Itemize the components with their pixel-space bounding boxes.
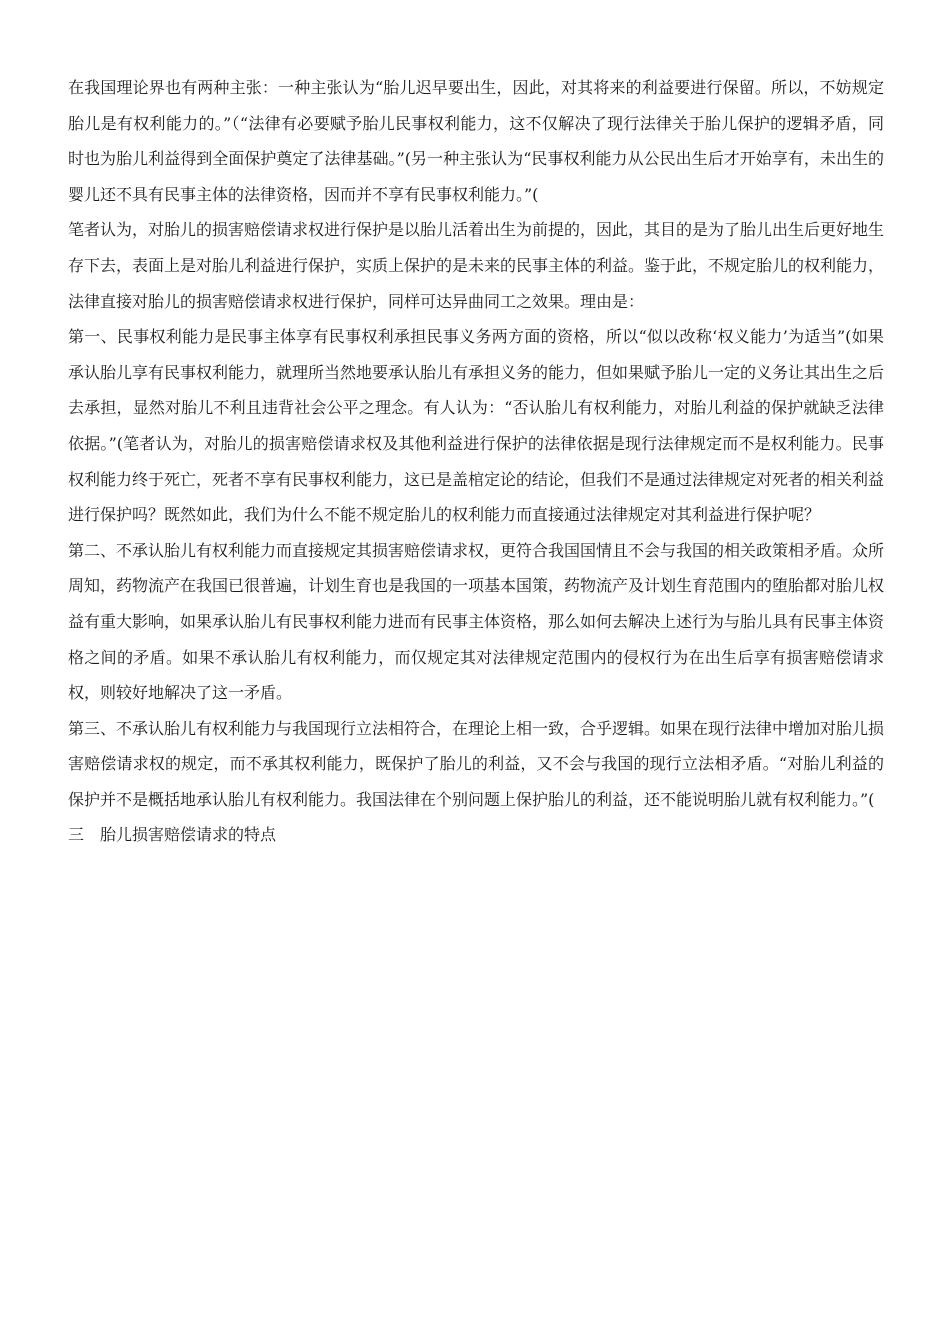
- paragraph-2: 笔者认为，对胎儿的损害赔偿请求权进行保护是以胎儿活着出生为前提的，因此，其目的是为了胎儿出生后更好地生存下去，表面上是对胎儿利益进行保护，实质上保护的是未来的民事主体的利益。鉴于此，不规定胎儿的权利能力，法律直接对胎儿的损害赔偿请求权进行保护，同样可达异曲同工之效果。理由是：: [68, 220, 885, 311]
- paragraph-5: 第三、不承认胎儿有权利能力与我国现行立法相符合，在理论上相一致，合乎逻辑。如果在现行法律中增加对胎儿损害赔偿请求权的规定，而不承其权利能力，既保护了胎儿的利益，又不会与我国的现行立法相矛盾。“对胎儿利益的保护并不是概括地承认胎儿有权利能力。我国法律在个别问题上保护胎儿的利益，还不能说明胎儿就有权利能力。”(: [68, 718, 885, 809]
- paragraph-4: 第二、不承认胎儿有权利能力而直接规定其损害赔偿请求权，更符合我国国情且不会与我国的相关政策相矛盾。众所周知，药物流产在我国已很普遍，计划生育也是我国的一项基本国策，药物流产及计划生育范围内的堕胎都对胎儿权益有重大影响，如果承认胎儿有民事权利能力进而有民事主体资格，那么如何去解决上述行为与胎儿具有民事主体资格之间的矛盾。如果不承认胎儿有权利能力，而仅规定其对法律规定范围内的侵权行为在出生后享有损害赔偿请求权，则较好地解决了这一矛盾。: [68, 540, 885, 703]
- document-body: [68, 70, 884, 853]
- paragraph-3: 第一、民事权利能力是民事主体享有民事权利承担民事义务两方面的资格，所以“似以改称‘权义能力’为适当”(如果承认胎儿享有民事权利能力，就理所当然地要承认胎儿有承担义务的能力，但如果赋予胎儿一定的义务让其出生之后去承担，显然对胎儿不利且违背社会公平之理念。有人认为：“否认胎儿有权利能力，对胎儿利益的保护就缺乏法律依据。”(笔者认为，对胎儿的损害赔偿请求权及其他利益进行保护的法律依据是现行法律规定而不是权利能力。民事权利能力终于死亡，死者不享有民事权利能力，这已是盖棺定论的结论，但我们不是通过法律规定对死者的相关利益进行保护吗？既然如此，我们为什么不能不规定胎儿的权利能力而直接通过法律规定对其利益进行保护呢？: [68, 327, 885, 525]
- section-heading: 三 胎儿损害赔偿请求的特点: [68, 825, 277, 845]
- paragraph-1: 在我国理论界也有两种主张：一种主张认为“胎儿迟早要出生，因此，对其将来的利益要进行保留。所以，不妨规定胎儿是有权利能力的。”（“法律有必要赋予胎儿民事权利能力，这不仅解决了现行法律关于胎儿保护的逻辑矛盾，同时也为胎儿利益得到全面保护奠定了法律基础。”(另一种主张认为“民事权利能力从公民出生后才开始享有，未出生的婴儿还不具有民事主体的法律资格，因而并不享有民事权利能力。”(: [68, 78, 884, 204]
